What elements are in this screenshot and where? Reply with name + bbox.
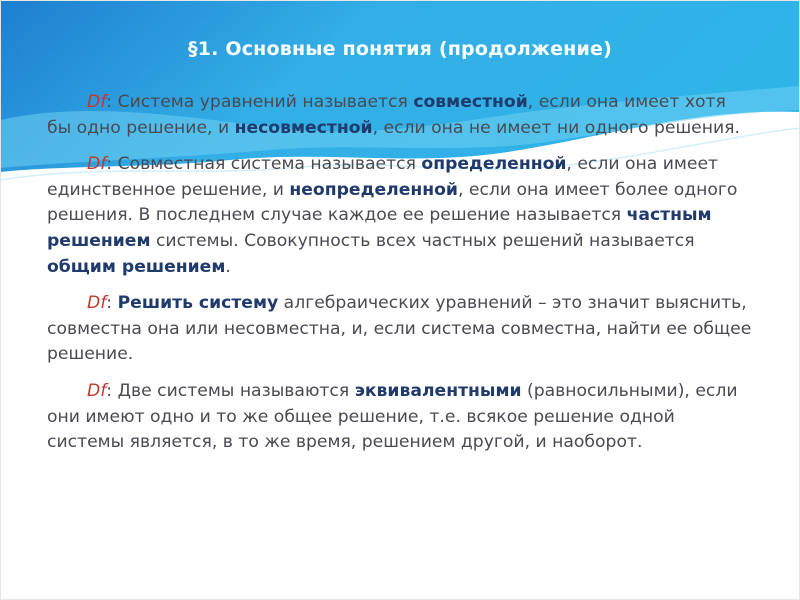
definition-separator: :	[106, 293, 118, 314]
slide-body	[47, 90, 755, 467]
term-indeterminate: неопределенной	[289, 179, 458, 200]
text-segment: Совместная система называется	[117, 154, 422, 175]
definition-separator: :	[106, 154, 118, 175]
term-inconsistent: несовместной	[234, 117, 373, 138]
text-segment: (равносильными), если они имеют одно и то же общее решение, т.е. всякое решение одной системы является, в то же время, решением другой, и наоборот.	[47, 380, 738, 453]
definition-prefix: Df	[87, 92, 107, 112]
text-segment: , если она имеет единственное решение, и	[47, 154, 719, 200]
definition-prefix: Df	[87, 154, 107, 175]
term-equivalent: эквивалентными	[354, 380, 522, 401]
text-segment: алгебраических уравнений – это значит выяснить, совместна она или несовместна, и, если система совместна, найти ее общее решение.	[47, 293, 752, 365]
text-segment: Две системы называются	[117, 380, 355, 401]
definition-prefix: Df	[87, 293, 107, 314]
text-segment: .	[225, 256, 231, 277]
definition-paragraph-1	[47, 90, 755, 141]
term-consistent: совместной	[413, 92, 528, 112]
definition-paragraph-2	[47, 152, 755, 280]
term-determinate: определенной	[421, 154, 567, 175]
text-segment: , если она имеет более одного решения. В последнем случае каждое ее решение называется	[47, 179, 738, 226]
definition-separator: :	[106, 380, 118, 401]
definition-prefix: Df	[87, 380, 107, 401]
slide-title: §1. Основные понятия (продолжение)	[187, 38, 612, 60]
term-particular-solution: частным решением	[47, 205, 712, 251]
text-segment: , если она имеет хотя бы одно решение, и	[47, 92, 726, 138]
definition-paragraph-3	[47, 291, 755, 368]
term-solve-system: Решить систему	[117, 293, 279, 314]
definition-paragraph-4	[47, 379, 755, 456]
text-segment: , если она не имеет ни одного решения.	[372, 117, 740, 138]
term-general-solution: общим решением	[47, 256, 226, 277]
text-segment: Система уравнений называется	[117, 92, 414, 112]
definition-separator: :	[106, 92, 118, 112]
text-segment: системы. Совокупность всех частных решений называется	[150, 230, 695, 251]
